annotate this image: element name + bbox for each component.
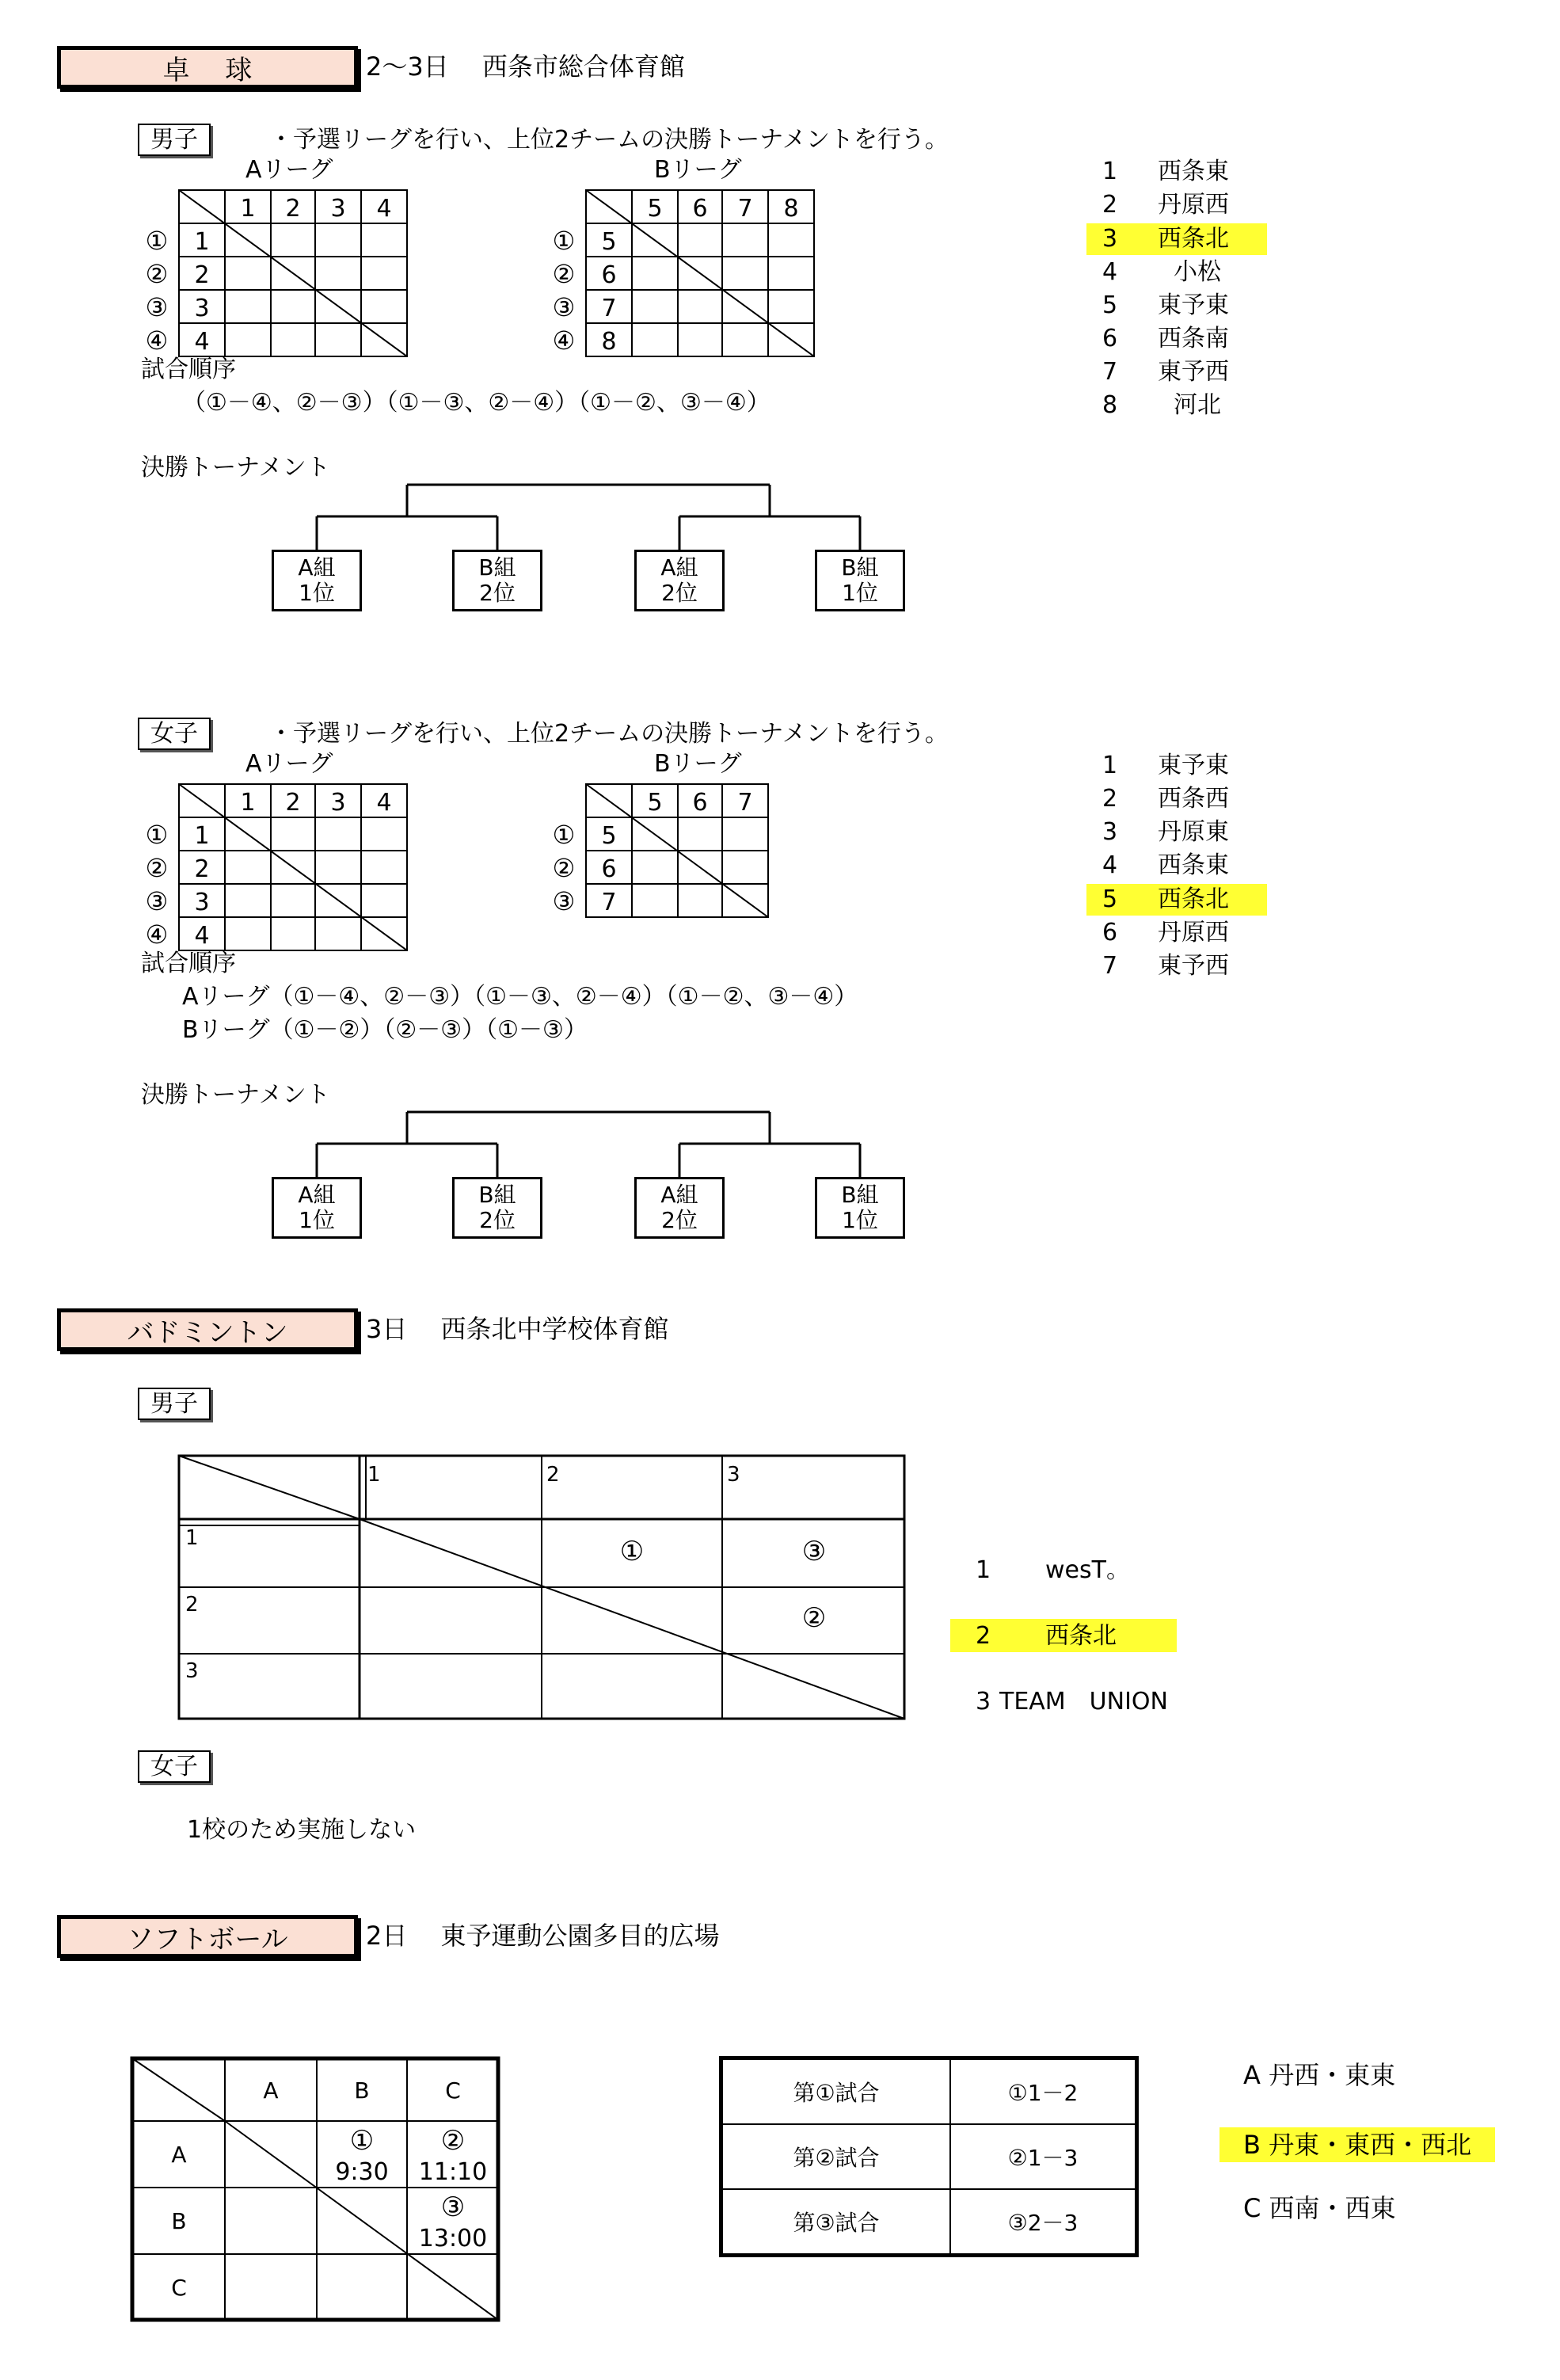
game-cell: 第②試合 (721, 2124, 951, 2189)
team-name: 西条東 (1158, 851, 1229, 879)
row-B: B (171, 2208, 187, 2234)
mark-3: ③ (552, 292, 576, 322)
team-num: 3 (1102, 818, 1118, 846)
team-num: 1 (976, 1556, 991, 1584)
tt-boys-leagueA-title: Aリーグ (245, 156, 333, 184)
tt-girls-order-label: 試合順序 (141, 950, 236, 977)
row-2: 2 (185, 1593, 199, 1616)
cell-ac-time: 11:10 (418, 2158, 488, 2186)
bracket-rank: 1位 (842, 1207, 878, 1233)
match-cell: ②1－3 (950, 2124, 1137, 2189)
team-num: 3 (1102, 225, 1118, 253)
row-3: 3 (185, 1659, 199, 1683)
team-name: 小松 (1174, 258, 1221, 286)
mark-1: ① (552, 226, 576, 256)
col-6: 6 (692, 789, 708, 817)
group-item: B 丹東・東西・西北 (1243, 2130, 1472, 2160)
mark-2: ② (145, 259, 169, 289)
cell-2-3: ② (801, 1602, 827, 1634)
bracket-rank: 2位 (479, 1207, 516, 1233)
team-name: 丹原東 (1158, 818, 1229, 846)
group-item: A 丹西・東東 (1243, 2060, 1396, 2090)
row-7: 7 (601, 889, 617, 916)
team-name: 東予西 (1158, 952, 1229, 980)
softball-label: ソフトボール (127, 1923, 288, 1955)
tt-girls-final-label: 決勝トーナメント (141, 1081, 330, 1109)
badminton-boys-label: 男子 (138, 1388, 211, 1420)
col-4: 4 (376, 789, 392, 817)
table-row (721, 2124, 1137, 2189)
row-5: 5 (601, 228, 617, 256)
col-3: 3 (330, 195, 346, 223)
bracket-slot (634, 1177, 725, 1239)
team-name: 丹原西 (1158, 191, 1229, 219)
cell-1-2: ① (619, 1536, 645, 1567)
mark-3: ③ (552, 886, 576, 916)
mark-2: ② (552, 853, 576, 883)
match-cell: ①1－2 (950, 2058, 1137, 2125)
cell-1-3: ③ (801, 1536, 827, 1567)
row-7: 7 (601, 295, 617, 322)
row-2: 2 (194, 855, 210, 883)
col-1: 1 (367, 1463, 381, 1487)
bracket-slot (452, 1177, 542, 1239)
tt-girls-note: ・予選リーグを行い、上位2チームの決勝トーナメントを行う。 (269, 720, 949, 748)
tt-girls-leagueB-title: Bリーグ (654, 750, 742, 778)
team-num: 1 (1102, 752, 1118, 779)
table-tennis-label: 卓 球 (162, 54, 253, 86)
mark-4: ④ (145, 326, 169, 356)
softball-header (57, 1915, 358, 1958)
team-num: 2 (1102, 191, 1118, 219)
col-7: 7 (737, 195, 753, 223)
row-3: 3 (194, 295, 210, 322)
bracket-rank: 2位 (661, 580, 698, 606)
team-name: 西条北 (1158, 885, 1229, 913)
table-row (721, 2058, 1137, 2125)
row-C: C (171, 2275, 187, 2301)
table-row (721, 2189, 1137, 2256)
bracket-rank: 2位 (479, 580, 516, 606)
bracket-group: A組 (298, 1181, 336, 1208)
bracket-slot (815, 550, 905, 611)
bracket-group: B組 (841, 554, 879, 581)
table-tennis-info: 2～3日 西条市総合体育館 (366, 51, 685, 82)
team-num: 8 (1102, 391, 1118, 419)
badminton-header (57, 1308, 358, 1351)
mark-4: ④ (552, 326, 576, 356)
tt-girls-leagueA-grid (139, 783, 409, 952)
tt-girls-orderA: Aリーグ（①－④、②－③）（①－③、②－④）（①－②、③－④） (182, 983, 858, 1011)
bracket-group: A組 (298, 554, 336, 581)
row-1: 1 (185, 1526, 199, 1550)
tt-boys-leagueA-grid (139, 188, 409, 358)
row-4: 4 (194, 922, 210, 950)
row-5: 5 (601, 822, 617, 850)
team-name: 西条東 (1158, 158, 1229, 185)
bracket-slot (272, 550, 362, 611)
bracket-slot (272, 1177, 362, 1239)
game-cell: 第①試合 (721, 2058, 951, 2125)
col-3: 3 (330, 789, 346, 817)
badminton-grid (177, 1454, 906, 1720)
tt-girls-leagueA-title: Aリーグ (245, 750, 333, 778)
team-name: 西条西 (1158, 785, 1229, 813)
team-name: 東予西 (1158, 358, 1229, 386)
col-B: B (354, 2077, 370, 2104)
mark-3: ③ (145, 292, 169, 322)
col-8: 8 (783, 195, 799, 223)
badminton-girls-label: 女子 (138, 1750, 211, 1783)
team-name: wesT。 (1045, 1556, 1130, 1584)
bracket-slot (634, 550, 725, 611)
badminton-girls-note: 1校のため実施しない (187, 1816, 417, 1844)
col-1: 1 (240, 195, 256, 223)
group-item: C 西南・西東 (1243, 2193, 1396, 2223)
col-7: 7 (737, 789, 753, 817)
team-num: 7 (1102, 952, 1118, 980)
team-num: 4 (1102, 851, 1118, 879)
col-1: 1 (240, 789, 256, 817)
softball-schedule-table (719, 2056, 1139, 2257)
row-8: 8 (601, 328, 617, 356)
team-num: 3 (976, 1688, 991, 1716)
bracket-slot (452, 550, 542, 611)
cell-ac-num: ② (440, 2125, 466, 2157)
row-4: 4 (194, 328, 210, 356)
team-name: 西条南 (1158, 325, 1229, 352)
col-4: 4 (376, 195, 392, 223)
col-2: 2 (546, 1463, 560, 1487)
row-3: 3 (194, 889, 210, 916)
team-num: 6 (1102, 919, 1118, 946)
tt-boys-order-label: 試合順序 (141, 356, 236, 383)
cell-ab-time: 9:30 (335, 2158, 389, 2186)
row-2: 2 (194, 261, 210, 289)
cell-bc-num: ③ (440, 2192, 466, 2223)
bracket-rank: 1位 (842, 580, 878, 606)
row-6: 6 (601, 261, 617, 289)
mark-1: ① (552, 820, 576, 850)
tt-girls-label: 女子 (138, 718, 211, 750)
bracket-rank: 2位 (661, 1207, 698, 1233)
col-2: 2 (285, 789, 301, 817)
softball-info: 2日 東予運動公園多目的広場 (366, 1921, 720, 1951)
col-2: 2 (285, 195, 301, 223)
game-cell: 第③試合 (721, 2189, 951, 2256)
team-num: 5 (1102, 291, 1118, 319)
team-name: 河北 (1174, 391, 1221, 419)
bracket-rank: 1位 (299, 580, 335, 606)
mark-1: ① (145, 820, 169, 850)
col-5: 5 (647, 789, 663, 817)
table-tennis-header (57, 46, 358, 89)
softball-grid (130, 2056, 500, 2322)
bracket-group: A組 (660, 1181, 698, 1208)
team-num: 7 (1102, 358, 1118, 386)
tt-girls-orderB: Bリーグ（①－②）（②－③）（①－③） (182, 1016, 588, 1044)
col-6: 6 (692, 195, 708, 223)
team-num: 2 (1102, 785, 1118, 813)
cell-bc-time: 13:00 (418, 2225, 488, 2252)
row-6: 6 (601, 855, 617, 883)
bracket-group: A組 (660, 554, 698, 581)
bracket-group: B組 (478, 1181, 516, 1208)
row-1: 1 (194, 822, 210, 850)
tt-boys-leagueB-title: Bリーグ (654, 156, 742, 184)
team-num: 2 (976, 1622, 991, 1650)
mark-1: ① (145, 226, 169, 256)
mark-4: ④ (145, 920, 169, 950)
badminton-info: 3日 西条北中学校体育館 (366, 1314, 669, 1344)
match-cell: ③2－3 (950, 2189, 1137, 2256)
bracket-group: B組 (841, 1181, 879, 1208)
bracket-group: B組 (478, 554, 516, 581)
team-num: 1 (1102, 158, 1118, 185)
tt-boys-label: 男子 (138, 124, 211, 156)
row-1: 1 (194, 228, 210, 256)
col-5: 5 (647, 195, 663, 223)
mark-2: ② (145, 853, 169, 883)
mark-3: ③ (145, 886, 169, 916)
team-name: 東予東 (1158, 291, 1229, 319)
bracket-slot (815, 1177, 905, 1239)
col-3: 3 (727, 1463, 740, 1487)
tt-boys-order: （①－④、②－③）（①－③、②－④）（①－②、③－④） (182, 389, 770, 417)
row-A: A (171, 2142, 187, 2168)
tt-girls-leagueB-grid (546, 783, 776, 919)
badminton-label: バドミントン (127, 1316, 288, 1349)
col-C: C (445, 2077, 461, 2104)
tt-boys-final-label: 決勝トーナメント (141, 454, 330, 482)
tt-boys-leagueB-grid (546, 188, 816, 358)
team-num: 6 (1102, 325, 1118, 352)
team-num: 5 (1102, 885, 1118, 913)
mark-2: ② (552, 259, 576, 289)
col-A: A (263, 2077, 279, 2104)
team-name: TEAM UNION (999, 1688, 1168, 1716)
cell-ab-num: ① (349, 2125, 375, 2157)
team-name: 丹原西 (1158, 919, 1229, 946)
team-name: 西条北 (1158, 225, 1229, 253)
team-name: 西条北 (1045, 1622, 1117, 1650)
team-num: 4 (1102, 258, 1118, 286)
team-name: 東予東 (1158, 752, 1229, 779)
bracket-rank: 1位 (299, 1207, 335, 1233)
tt-boys-note: ・予選リーグを行い、上位2チームの決勝トーナメントを行う。 (269, 126, 949, 154)
